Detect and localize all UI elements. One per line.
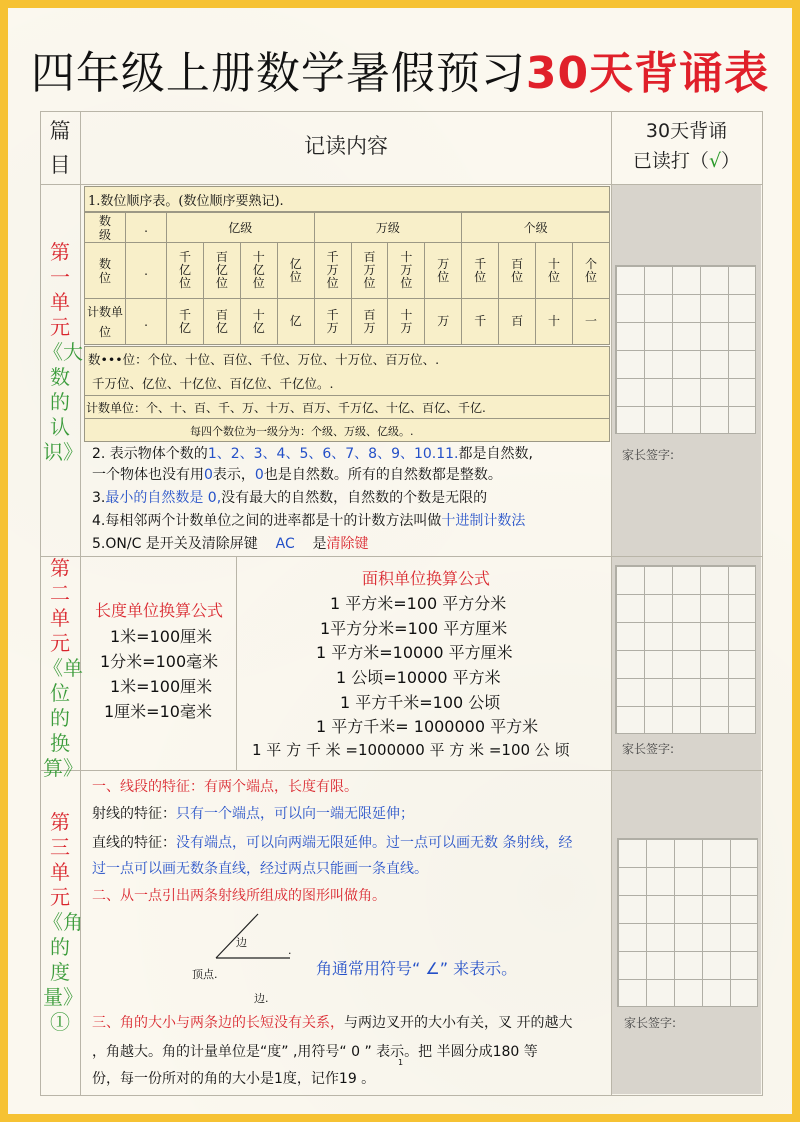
area-formula-7: 1 平 方 千 米 =1000000 平 方 米 =100 公 顷 bbox=[252, 741, 570, 759]
angle-dot: . bbox=[288, 944, 292, 957]
u1-line4: 3.最小的自然数是 0,没有最大的自然数，自然数的个数是无限的 bbox=[92, 490, 488, 506]
u1-line2: 2. 表示物体个数的1、2、3、4、5、6、7、8、9、10.11.都是自然数, bbox=[92, 446, 533, 462]
u3-line7: ，角越大。角的计量单位是“度” ,用符号“ 0 ” 表示。把 半圆分成180 等 bbox=[92, 1044, 538, 1060]
area-formula-title: 面积单位换算公式 bbox=[362, 569, 491, 588]
jishu-cell: 百万 bbox=[351, 299, 388, 345]
header-col2: 记读内容 bbox=[304, 134, 388, 158]
level-yi: 亿级 bbox=[167, 213, 315, 243]
jishu-cell: 亿 bbox=[277, 299, 314, 345]
dot-cell: . bbox=[126, 243, 167, 299]
shuwei-cell: 亿位 bbox=[277, 243, 314, 299]
shuwei-cell: 十亿位 bbox=[240, 243, 277, 299]
place-value-table-title: 1.数位顺序表。(数位顺序要熟记). bbox=[88, 194, 284, 209]
header-col3-line1: 30天背诵 bbox=[645, 120, 728, 142]
unit3-sign-label: 家长签字: bbox=[624, 1016, 677, 1030]
title-accent: 30天背诵表 bbox=[525, 48, 770, 99]
angle-side-label: 边 bbox=[236, 936, 247, 949]
check-mark-icon: √ bbox=[708, 150, 722, 172]
row-label-jishu: 计数单位 bbox=[85, 299, 126, 345]
u1-line3: 一个物体也没有用0表示，0也是自然数。所有的自然数都是整数。 bbox=[92, 467, 502, 483]
u1-line6: 5.ON/C 是开关及清除屏键 AC 是清除键 bbox=[92, 536, 369, 552]
level-wan: 万级 bbox=[314, 213, 462, 243]
row-label-shuwei: 数位 bbox=[85, 243, 126, 299]
shuwei-cell: 千位 bbox=[462, 243, 499, 299]
place-value-table bbox=[84, 212, 610, 345]
shuwei-cell: 十万位 bbox=[388, 243, 425, 299]
area-formula-3: 1 平方米=10000 平方厘米 bbox=[316, 643, 513, 662]
jishu-cell: 十 bbox=[536, 299, 573, 345]
area-formula-2: 1平方分米=100 平方厘米 bbox=[320, 619, 508, 638]
jishu-cell: 一 bbox=[572, 299, 609, 345]
jishu-cell: 千亿 bbox=[167, 299, 204, 345]
shuwei-cell: 十位 bbox=[536, 243, 573, 299]
u1-line5: 4.每相邻两个计数单位之间的进率都是十的计数方法叫做十进制计数法 bbox=[92, 513, 526, 529]
area-formula-1: 1 平方米=100 平方分米 bbox=[330, 594, 507, 613]
u3-line1: 一、线段的特征：有两个端点，长度有限。 bbox=[92, 779, 358, 795]
shuwei-cell: 万位 bbox=[425, 243, 462, 299]
jishu-cell: 十亿 bbox=[240, 299, 277, 345]
area-formula-5: 1 平方千米=100 公顷 bbox=[340, 693, 501, 712]
unit1-sign-label: 家长签字: bbox=[622, 448, 675, 462]
unit2-sign-label: 家长签字: bbox=[622, 742, 675, 756]
length-formula-1: 1米=100厘米 bbox=[110, 627, 213, 646]
unit2-label: 第二单元《单位的换算》 bbox=[43, 556, 83, 780]
shuwei-cell: 千亿位 bbox=[167, 243, 204, 299]
shuwei-cell: 百位 bbox=[499, 243, 536, 299]
unit1-label: 第一单元《大数的认识》 bbox=[43, 240, 83, 464]
every4-line: 每四个数位为一级分为：个级、万级、亿级。. bbox=[190, 425, 414, 438]
shuwei-line2: 千万位、亿位、十亿位、百亿位、千亿位。. bbox=[92, 376, 334, 391]
u3-line6: 三、角的大小与两条边的长短没有关系，与两边叉开的大小有关，叉 开的越大 bbox=[92, 1015, 573, 1031]
jishu-line: 计数单位：个、十、百、千、万、十万、百万、千万亿、十亿、百亿、千亿. bbox=[86, 401, 486, 415]
angle-diagram bbox=[200, 900, 310, 970]
length-formula-3: 1米=100厘米 bbox=[110, 677, 213, 696]
shuwei-cell: 个位 bbox=[572, 243, 609, 299]
unit2-check-grid[interactable] bbox=[615, 565, 756, 734]
u3-line2: 射线的特征：只有一个端点，可以向一端无限延伸； bbox=[92, 806, 414, 822]
level-ge: 个级 bbox=[462, 213, 610, 243]
area-formula-4: 1 公顷=10000 平方米 bbox=[336, 668, 501, 687]
dot-cell: . bbox=[126, 299, 167, 345]
angle-symbol-line: 角通常用符号“ ∠” 来表示。 bbox=[316, 959, 518, 978]
u3-line7-subscript: 1 bbox=[398, 1058, 404, 1067]
unit1-check-grid[interactable] bbox=[615, 265, 756, 434]
jishu-cell: 百亿 bbox=[203, 299, 240, 345]
jishu-cell: 万 bbox=[425, 299, 462, 345]
jishu-cell: 千万 bbox=[314, 299, 351, 345]
shuwei-cell: 百万位 bbox=[351, 243, 388, 299]
u3-line4: 过一点可以画无数条直线，经过两点只能画一条直线。 bbox=[92, 861, 428, 877]
page-title bbox=[0, 44, 800, 104]
u3-line3: 直线的特征：没有端点，可以向两端无限延伸。过一点可以画无数 条射线，经 bbox=[92, 835, 573, 851]
header-col3-line2: 已读打（√） bbox=[632, 150, 741, 172]
shuwei-cell: 百亿位 bbox=[203, 243, 240, 299]
area-formula-6: 1 平方千米= 1000000 平方米 bbox=[316, 717, 539, 736]
unit3-label: 第三单元《角的度量》① bbox=[43, 810, 83, 1034]
row-label-shuji: 数级 bbox=[85, 213, 126, 243]
unit2-inner-divider bbox=[236, 557, 237, 770]
length-formula-2: 1分米=100毫米 bbox=[100, 652, 219, 671]
jishu-cell: 千 bbox=[462, 299, 499, 345]
jishu-cell: 百 bbox=[499, 299, 536, 345]
unit3-check-grid[interactable] bbox=[617, 838, 758, 1007]
header-col3 bbox=[612, 116, 761, 176]
jishu-cell: 十万 bbox=[388, 299, 425, 345]
divider-col1 bbox=[80, 111, 81, 1095]
angle-side2-label: 边. bbox=[254, 992, 269, 1005]
u3-line8: 份，每一份所对的角的大小是1度，记作19 。 bbox=[92, 1071, 376, 1087]
header-col1: 篇目 bbox=[49, 119, 71, 177]
shuwei-cell: 千万位 bbox=[314, 243, 351, 299]
title-main: 四年级上册数学暑假预习 bbox=[30, 48, 526, 99]
u3-line5: 二、从一点引出两条射线所组成的图形叫做角。 bbox=[92, 888, 386, 904]
dot-cell: . bbox=[126, 213, 167, 243]
angle-vertex-label: 顶点. bbox=[192, 968, 218, 981]
length-formula-title: 长度单位换算公式 bbox=[95, 601, 224, 620]
shuwei-line1: 数•••位：个位、十位、百位、千位、万位、十万位、百万位、. bbox=[88, 352, 440, 367]
length-formula-4: 1厘米=10毫米 bbox=[104, 702, 212, 721]
